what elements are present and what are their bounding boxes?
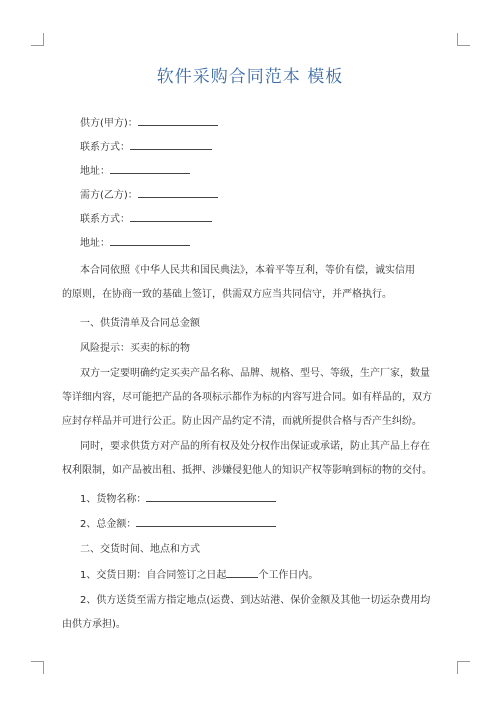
supplier-label: 供方(甲方)： xyxy=(80,118,138,129)
delivery-location-line-2: 由供方承担)。 xyxy=(62,619,126,630)
address1-blank[interactable] xyxy=(110,164,190,174)
buyer-label: 需方(乙方)： xyxy=(80,190,138,201)
section1-heading: 一、供货清单及合同总金额 xyxy=(80,318,200,329)
buyer-blank[interactable] xyxy=(138,188,218,198)
contact1-field xyxy=(0,140,500,155)
goods-name-label: 1、货物名称： xyxy=(80,494,147,505)
contact2-label: 联系方式： xyxy=(80,214,130,225)
total-amount-blank[interactable] xyxy=(136,517,276,527)
address2-field xyxy=(0,236,500,251)
address2-blank[interactable] xyxy=(110,236,190,246)
para1-line-3: 应封存样品并可进行公正。防止因产品约定不清，而就所提供合格与否产生纠纷。 xyxy=(62,416,422,427)
goods-name-field xyxy=(0,492,500,507)
para2-line-2: 权利限制，如产品被出租、抵押、涉嫌侵犯他人的知识产权等影响到标的物的交付。 xyxy=(62,465,432,476)
address2-label: 地址： xyxy=(80,238,110,249)
supplier-field xyxy=(0,116,500,131)
delivery-date-prefix: 1、交货日期：自合同签订之日起 xyxy=(80,570,227,581)
total-amount-field xyxy=(0,517,500,532)
crop-mark-top-right xyxy=(457,33,470,46)
intro-line-1: 本合同依照《中华人民共和国民典法》，本着平等互利，等价有偿，诚实信用 xyxy=(80,265,415,276)
para1-line-1: 双方一定要明确约定买卖产品名称、品牌、规格、型号、等级，生产厂家，数量 xyxy=(80,368,430,379)
delivery-date-suffix: 个工作日内。 xyxy=(258,570,319,581)
delivery-date-field xyxy=(0,568,500,583)
crop-mark-bottom-left xyxy=(31,661,44,674)
document-title: 软件采购合同范本 模板 xyxy=(156,67,344,87)
contact1-label: 联系方式： xyxy=(80,142,130,153)
delivery-location-line-1: 2、供方送货至需方指定地点(运费、到达站港、保价金额及其他一切运杂费用均 xyxy=(80,595,431,606)
contact2-field xyxy=(0,212,500,227)
delivery-days-blank[interactable] xyxy=(226,568,258,578)
contact1-blank[interactable] xyxy=(130,140,212,150)
crop-mark-top-left xyxy=(31,33,44,46)
supplier-blank[interactable] xyxy=(138,116,218,126)
contact2-blank[interactable] xyxy=(130,212,212,222)
address1-label: 地址： xyxy=(80,166,110,177)
intro-line-2: 的原则，在协商一致的基础上签订，供需双方应当共同信守，并严格执行。 xyxy=(62,289,392,300)
para2-line-1: 同时，要求供货方对产品的所有权及处分权作出保证或承诺，防止其产品上存在 xyxy=(80,441,430,452)
total-amount-label: 2、总金额： xyxy=(80,519,137,530)
goods-name-blank[interactable] xyxy=(146,492,276,502)
address1-field xyxy=(0,164,500,179)
buyer-field xyxy=(0,188,500,203)
risk-note: 风险提示：买卖的标的物 xyxy=(80,343,190,354)
section2-heading: 二、交货时间、地点和方式 xyxy=(80,544,200,555)
para1-line-2: 等详细内容，尽可能把产品的各项标示都作为标的内容写进合同。如有样品的，双方 xyxy=(62,392,432,403)
crop-mark-bottom-right xyxy=(457,661,470,674)
